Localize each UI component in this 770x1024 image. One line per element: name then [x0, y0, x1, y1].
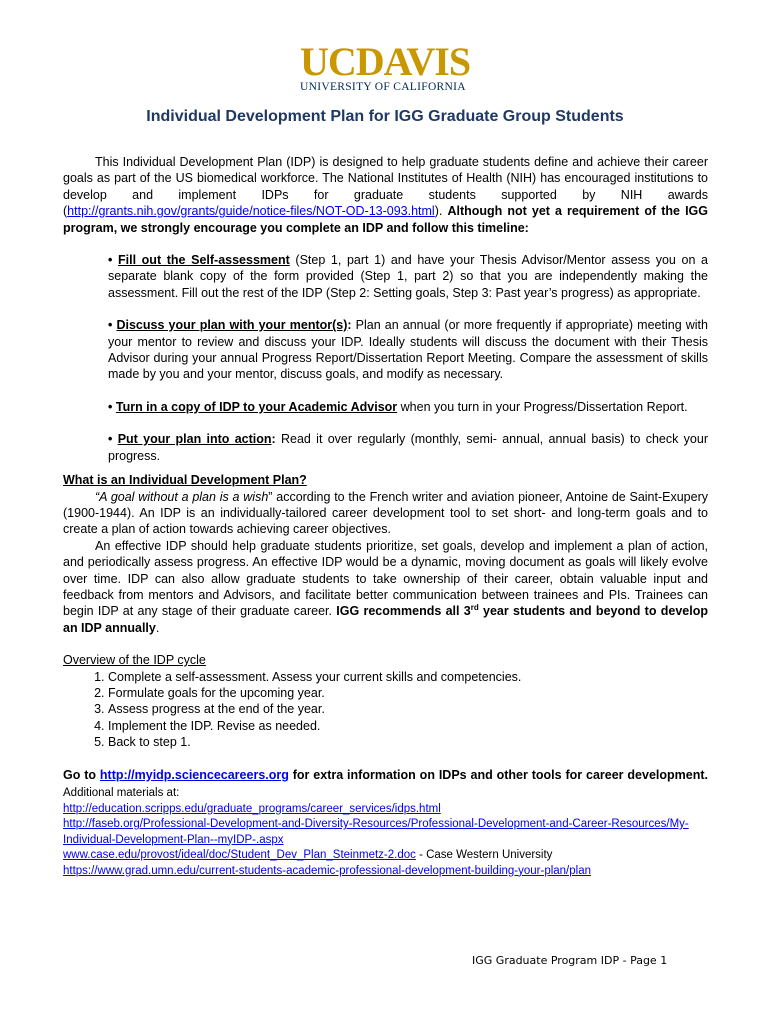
ucdavis-logo	[300, 39, 472, 93]
list-item: 2. Formulate goals for the upcoming year.	[108, 685, 708, 701]
idp-cycle-heading: Overview of the IDP cycle	[63, 653, 206, 668]
logo-davis: DAVIS	[355, 39, 471, 84]
idp-cycle-list	[63, 669, 708, 751]
logo-subtitle: UNIVERSITY OF CALIFORNIA	[300, 81, 466, 93]
intro-bold: Although not yet a requirement of the IGG program, we strongly encourage you complete an IDP and follow this timeline:	[63, 204, 708, 235]
intro-paragraph: This Individual Development Plan (IDP) is designed to help graduate students define and achieve their career goals as part of the US biomedical workforce. The National Institutes of Health (NIH) has encouraged institutions to develop and implement IDPs for graduate students supported by NIH awards (http://grants.nih.gov/grants/guide/notice-files/NOT-OD-13-093.html). Although not yet a requirement of the IGG program, we strongly encourage you complete an IDP and follow this timeline:	[63, 155, 708, 235]
list-item: 4. Implement the IDP. Revise as needed.	[108, 718, 708, 734]
resource-links: http://education.scripps.edu/graduate_programs/career_services/idps.html http://faseb.org/Professional-Development-and-Diversity-Resources/Professional-Development-and-Career-Resources/My-Individual-Development-Plan--myIDP-.aspx www.case.edu/provost/ideal/doc/Student_Dev_Plan_Steinmetz-2.doc - Case Western University https://www.grad.umn.edu/current-students-academic-professional-development-building-your-plan/plan	[63, 802, 689, 877]
bullet-plan-into-action: • Put your plan into action: Read it over regularly (monthly, semi- annual, annual basis) to check your progress.	[108, 432, 708, 463]
what-is-idp-paragraph: “A goal without a plan is a wish” according to the French writer and aviation pioneer, Antoine de Saint-Exupery (1900-1944). An IDP is an individually-tailored career development tool to set short- and long-term goals and to create a plan of action towards achieving career objectives.	[63, 489, 709, 537]
list-item: 1. Complete a self-assessment. Assess your current skills and competencies.	[108, 669, 708, 685]
myidp-link[interactable]: http://myidp.sciencecareers.org	[99, 767, 289, 782]
scripps-link[interactable]: http://education.scripps.edu/graduate_programs/career_services/idps.html	[63, 802, 441, 815]
resources-paragraph: Go to http://myidp.sciencecareers.org for extra information on IDPs and other tools for career development. Additional materials at:	[63, 767, 708, 800]
bullet-discuss-plan: • Discuss your plan with your mentor(s): Plan an annual (or more frequently if appropriate) meeting with your mentor to review and discuss your IDP. Ideally students will discuss the document with their Thesis Advisor during your annual Progress Report/Dissertation Report Meeting. Compare the assessment of skills made by you and your mentor, discuss goals, and modify as necessary.	[108, 318, 708, 382]
logo-uc: UC	[300, 39, 356, 84]
bullet-self-assessment: • Fill out the Self-assessment (Step 1, part 1) and have your Thesis Advisor/Mentor assess you on a separate blank copy of the form provided (Step 1, part 2) so that you are independently making the assessment. Fill out the rest of the IDP (Step 2: Setting goals, Step 3: Past year’s progress) as appropriate.	[108, 253, 708, 300]
effective-idp-paragraph: An effective IDP should help graduate students prioritize, set goals, develop and implement a plan of action, and periodically assess progress. An effective IDP would be a dynamic, moving document as goals will likely evolve over time. IDP can also allow graduate students to take ownership of their career, obtain valuable input and feedback from mentors and Advisors, and facilitate better communication between trainees and PIs. Trainees can begin IDP at any stage of their graduate career. IGG recommends all 3rd year students and beyond to develop an IDP annually.	[63, 538, 708, 635]
logo-wordmark	[300, 39, 472, 84]
bullet-turn-in-copy: • Turn in a copy of IDP to your Academic Advisor when you turn in your Progress/Dissertation Report.	[108, 399, 688, 414]
document-body	[63, 154, 708, 879]
umn-link[interactable]: https://www.grad.umn.edu/current-students-academic-professional-development-building-your-plan/plan	[63, 864, 591, 877]
faseb-link[interactable]: http://faseb.org/Professional-Development-and-Diversity-Resources/Professional-Development-and-Career-Resources/My-Individual-Development-Plan--myIDP-.aspx	[63, 818, 689, 846]
nih-notice-link[interactable]: http://grants.nih.gov/grants/guide/notice-files/NOT-OD-13-093.html	[67, 204, 435, 219]
case-western-link[interactable]: www.case.edu/provost/ideal/doc/Student_Dev_Plan_Steinmetz-2.doc	[63, 849, 416, 862]
what-is-idp-heading: What is an Individual Development Plan?	[63, 473, 307, 488]
page-footer: IGG Graduate Program IDP - Page 1	[472, 954, 668, 967]
page-title: Individual Development Plan for IGG Graduate Group Students	[146, 108, 624, 125]
list-item: 3. Assess progress at the end of the year.	[108, 701, 708, 717]
list-item: 5. Back to step 1.	[108, 734, 708, 750]
